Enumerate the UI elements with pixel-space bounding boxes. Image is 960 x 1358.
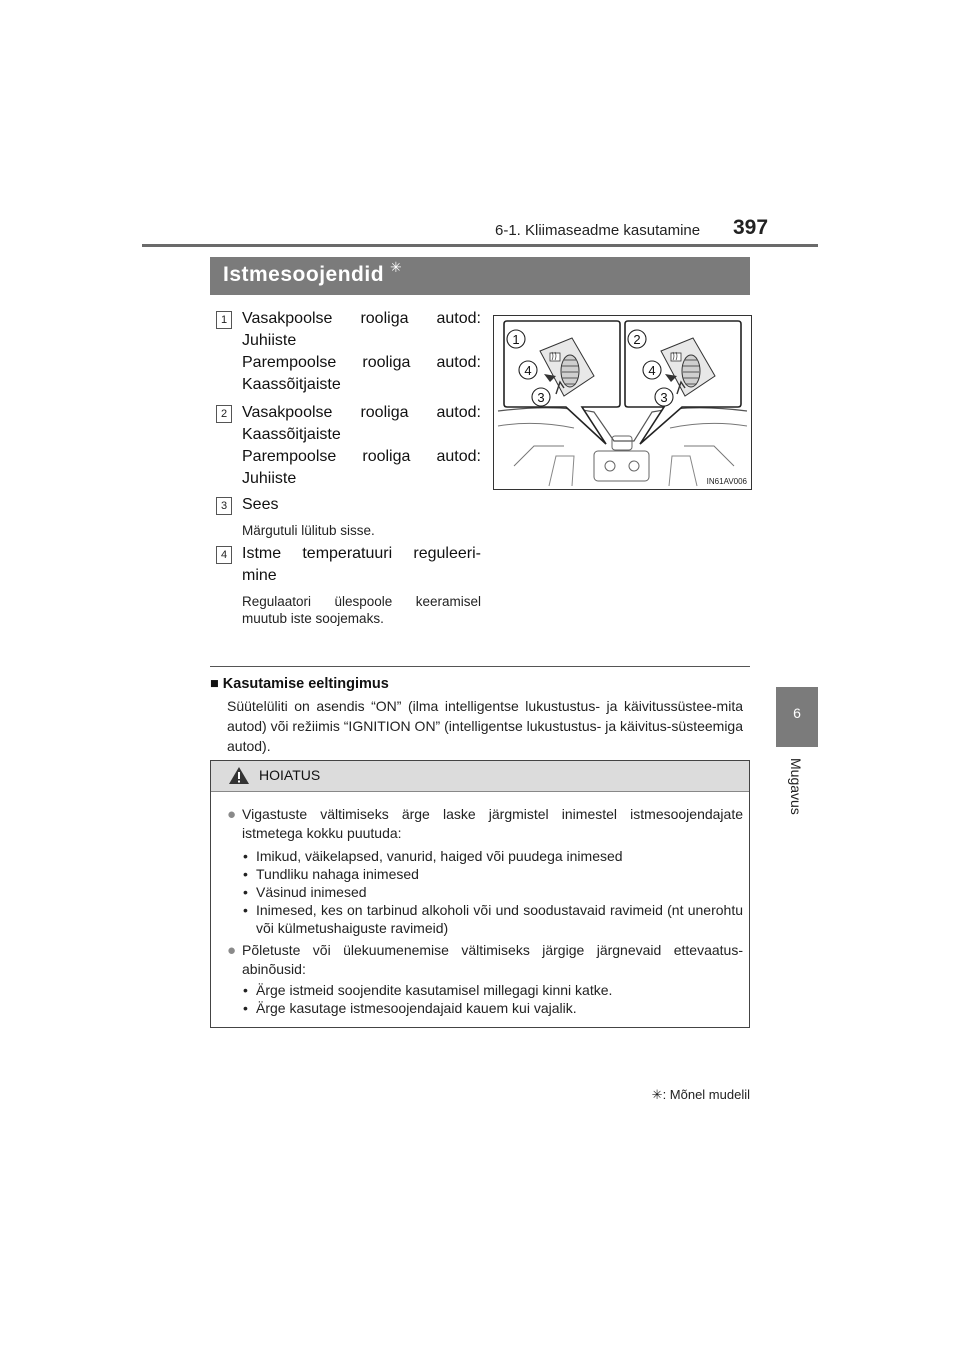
bullet-icon: • [243, 866, 248, 882]
section-title-bar [210, 257, 750, 295]
warning-subitem [243, 865, 743, 883]
warning-subitem [243, 901, 743, 937]
page-number: 397 [733, 216, 769, 239]
callout-4: 4 [524, 363, 532, 378]
text: Istme [242, 545, 282, 562]
subsection-heading-text: Kasutamise eeltingimus [222, 676, 389, 692]
text: Parempoolse [242, 354, 337, 371]
footnote [615, 1087, 750, 1103]
text: temperatuuri [302, 545, 393, 562]
warning-box [210, 760, 750, 1028]
chapter-tab [776, 687, 818, 747]
text: Kaassõitjaiste [242, 426, 341, 443]
text: rooliga [362, 448, 411, 465]
text: Vasakpoolse [242, 310, 333, 327]
callout-3: 3 [537, 390, 545, 405]
footnote-text: : Mõnel mudelil [662, 1087, 750, 1102]
text: Juhiiste [242, 470, 297, 487]
warning-subitem [243, 999, 743, 1017]
callout-4: 4 [648, 363, 656, 378]
bullet-icon: • [243, 902, 248, 918]
item-number: 4 [216, 546, 232, 564]
list-item [216, 494, 481, 539]
chapter-number: 6 [793, 705, 801, 721]
item-number: 3 [216, 497, 232, 515]
header-rule [142, 244, 818, 247]
list-item [216, 543, 481, 627]
section-divider [210, 666, 750, 667]
running-header-section: 6-1. Kliimaseadme kasutamine [495, 222, 701, 239]
warning-triangle-icon [228, 766, 250, 785]
item-number: 2 [216, 405, 232, 423]
item-note: Märgutuli lülitub sisse. [242, 523, 375, 538]
list-item [216, 402, 481, 490]
warning-subitem [243, 847, 743, 865]
item-note: Regulaatori ülespoole keeramisel muutub iste soojemaks. [242, 594, 481, 626]
chapter-name: Mugavus [788, 758, 804, 815]
chapter-label [780, 758, 810, 828]
text: mine [242, 567, 277, 584]
warning-subitem-text: Imikud, väikelapsed, vanurid, haiged või puudega inimesed [256, 848, 623, 864]
text: autod: [436, 404, 481, 421]
bullet-icon: • [243, 848, 248, 864]
text: Parempoolse [242, 448, 337, 465]
seat-heater-switch-diagram [494, 316, 751, 489]
text: rooliga [360, 404, 409, 421]
text: reguleeri- [413, 545, 481, 562]
text: Vasakpoolse [242, 404, 333, 421]
bullet-icon: • [243, 982, 248, 998]
illustration-code: IN61AV006 [706, 477, 747, 486]
square-bullet-icon: ■ [210, 676, 219, 692]
asterisk-icon: ✳ [651, 1087, 663, 1102]
warning-subitem-text: Tundliku nahaga inimesed [256, 866, 419, 882]
text: autod: [436, 448, 481, 465]
text: rooliga [362, 354, 411, 371]
section-title: Istmesoojendid [223, 263, 385, 286]
item-number: 1 [216, 311, 232, 329]
text: rooliga [360, 310, 409, 327]
subsection-heading [210, 676, 389, 692]
subsection-body: Süütelüliti on asendis “ON” (ilma intelligentse lukustustus- ja käivitussüstee-mita autod) või režiimis “IGNITION ON” (intelligentse lukustustus- ja käivitus-süsteemiga autod). [227, 698, 743, 754]
warning-text: Põletuste või ülekuumenemise vältimiseks järgige järgnevaid ettevaatus-abinõusid: [242, 942, 743, 977]
warning-subitem [243, 883, 743, 901]
callout-2: 2 [633, 332, 641, 347]
seat-heater-illustration [493, 315, 752, 490]
warning-subitem-text: Inimesed, kes on tarbinud alkoholi või und soodustavaid ravimeid (nt unerohtu või külmetushaiguste ravimeid) [256, 902, 743, 936]
text: autod: [436, 310, 481, 327]
bullet-icon: • [243, 884, 248, 900]
warning-bullet [227, 941, 743, 979]
circle-bullet-icon: ● [227, 806, 237, 823]
callout-3: 3 [660, 390, 668, 405]
circle-bullet-icon: ● [227, 942, 237, 959]
text: Sees [242, 496, 279, 513]
text: Juhiiste [242, 332, 297, 349]
warning-bullet [227, 805, 743, 843]
text: autod: [436, 354, 481, 371]
warning-header [211, 761, 749, 792]
warning-subitem-text: Väsinud inimesed [256, 884, 367, 900]
warning-title: HOIATUS [259, 767, 321, 783]
asterisk-icon: ✳ [390, 259, 402, 275]
warning-subitem [243, 981, 743, 999]
text: Kaassõitjaiste [242, 376, 341, 393]
warning-text: Vigastuste vältimiseks ärge laske järgmistel inimestel istmesoojendajate istmetega kokku puutuda: [242, 806, 743, 841]
list-item [216, 308, 481, 396]
warning-subitem-text: Ärge istmeid soojendite kasutamisel millegagi kinni katke. [256, 982, 613, 998]
warning-subitem-text: Ärge kasutage istmesoojendajaid kauem kui vajalik. [256, 1000, 577, 1016]
callout-1: 1 [512, 332, 520, 347]
bullet-icon: • [243, 1000, 248, 1016]
